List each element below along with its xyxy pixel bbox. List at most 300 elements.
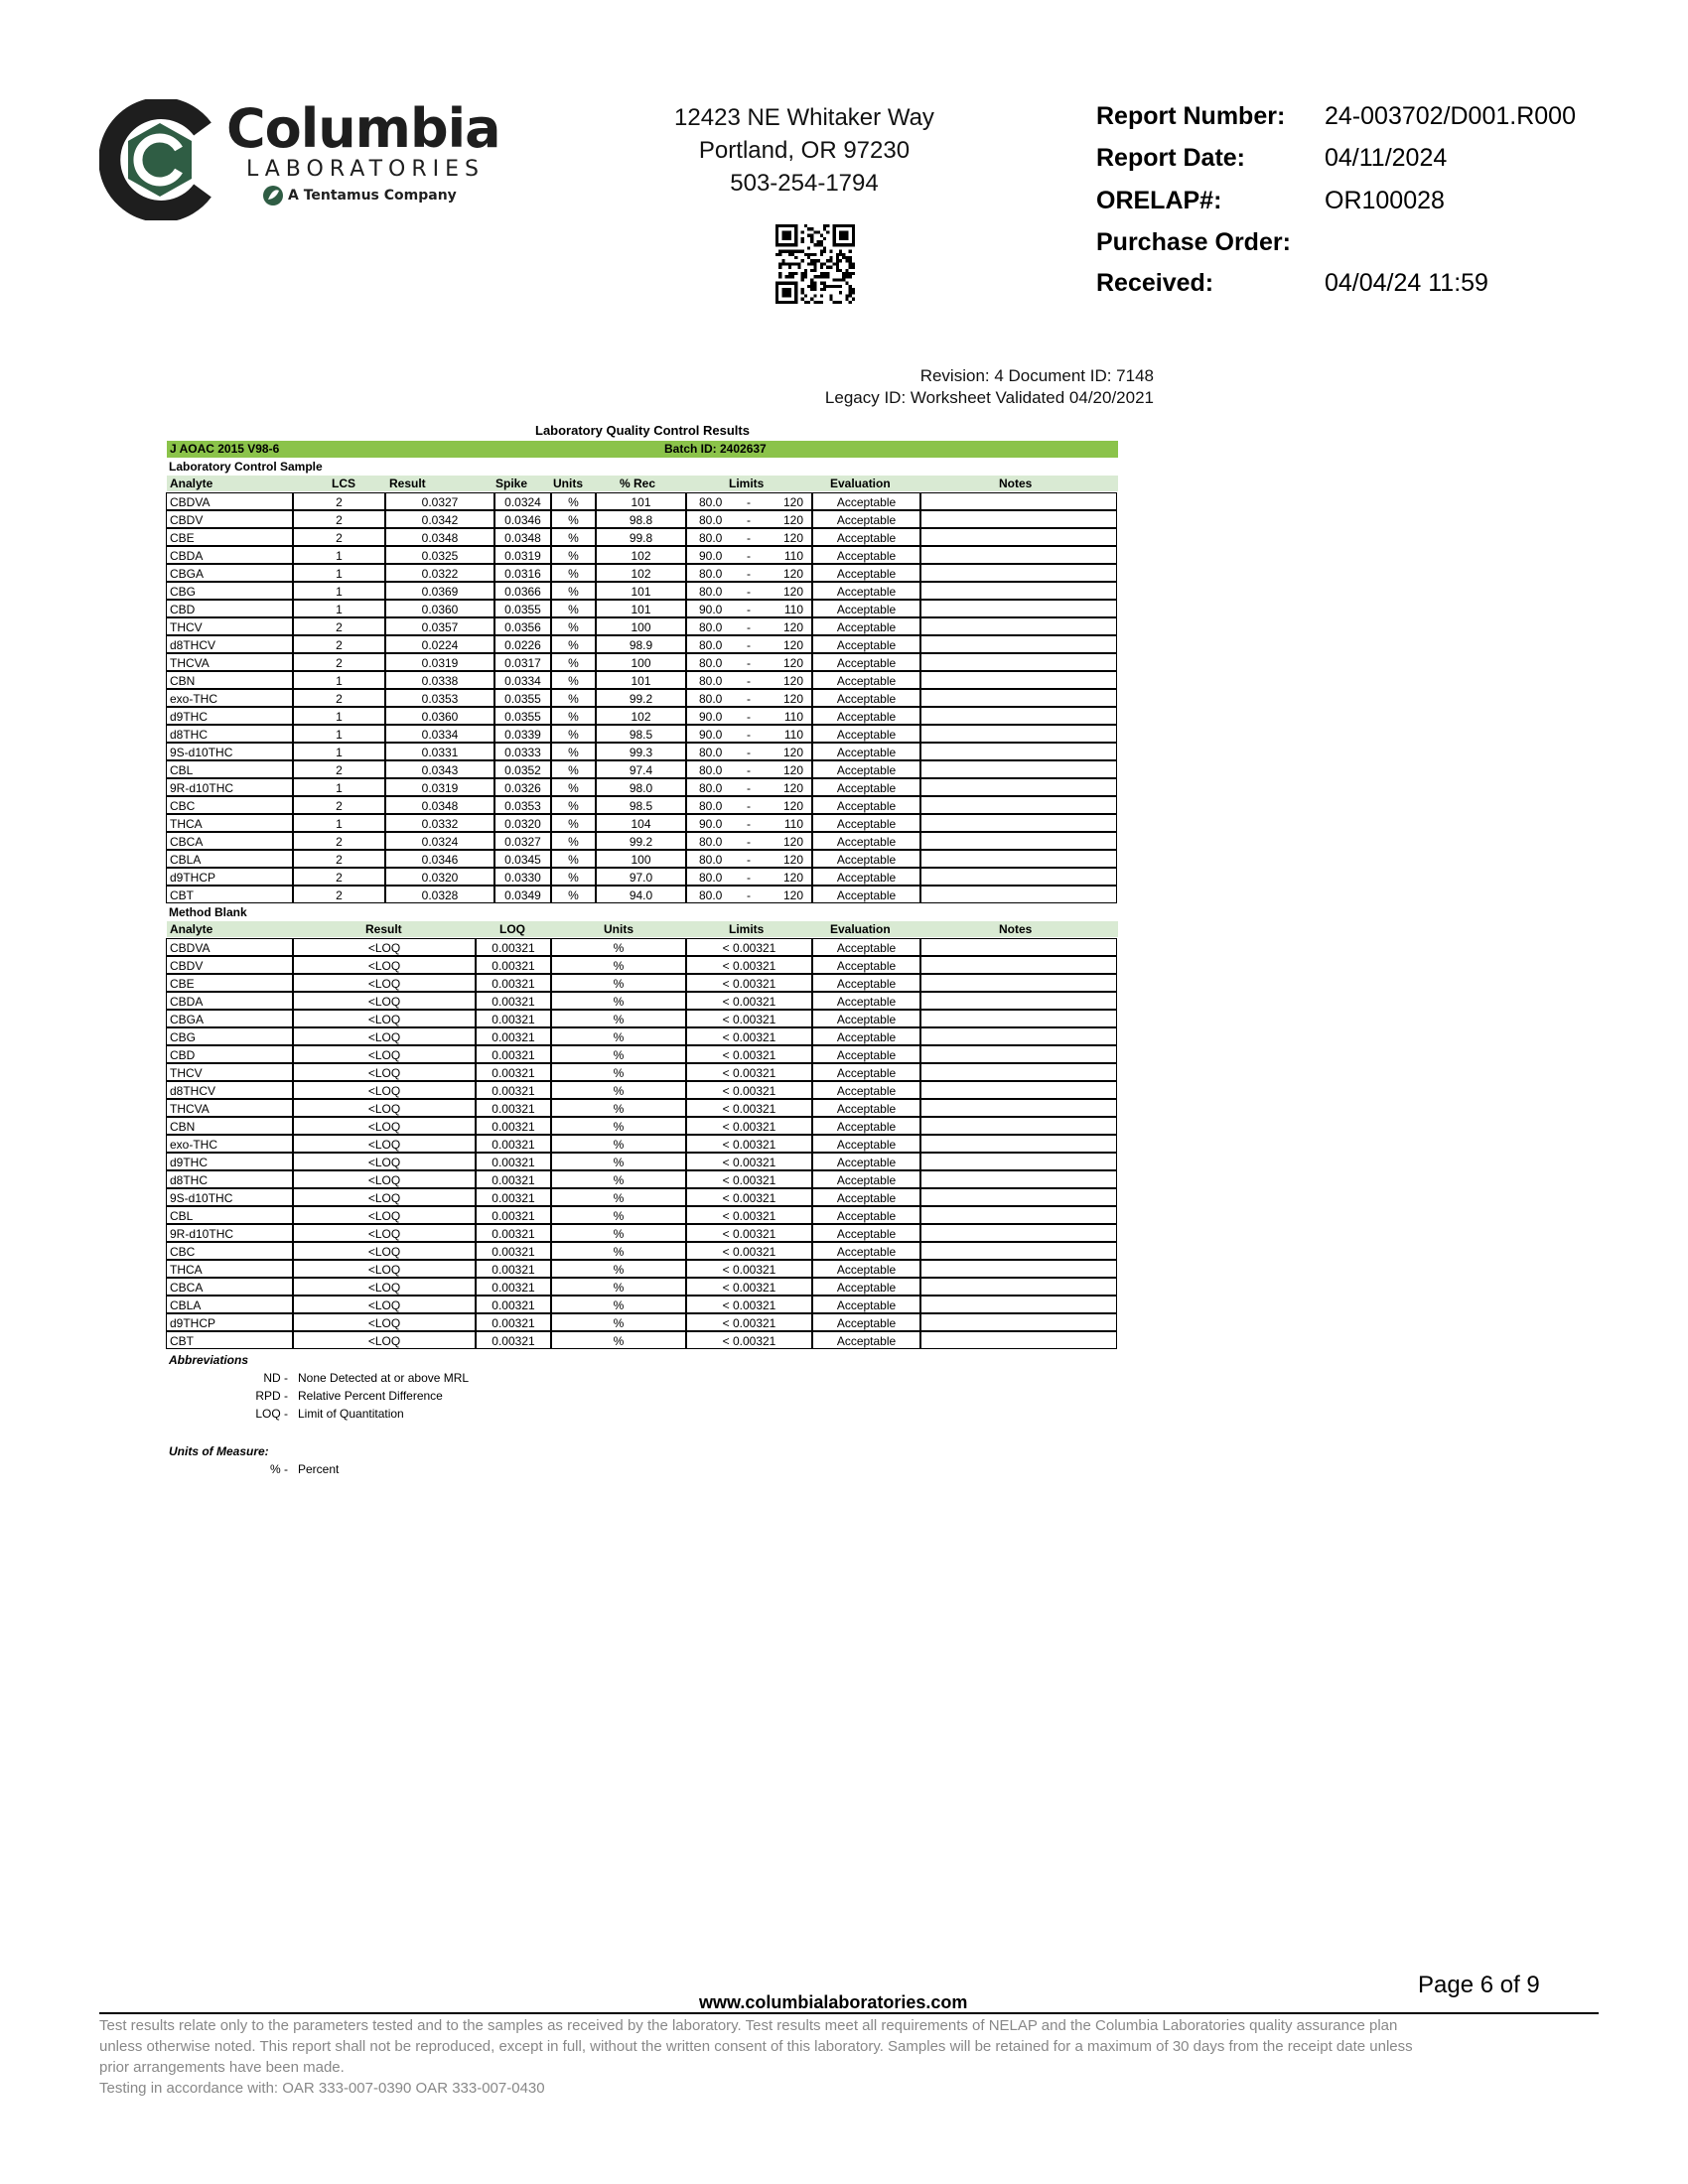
evaluation-cell: Acceptable [812,778,920,796]
analyte-cell: CBE [166,974,293,992]
evaluation-cell: Acceptable [812,564,920,582]
notes-cell [920,707,1117,725]
analyte-cell: CBDV [166,956,293,974]
notes-cell [920,510,1117,528]
limit-dash: - [747,638,751,652]
notes-cell [920,850,1117,868]
notes-cell [920,956,1117,974]
lcs-cell: 1 [293,546,385,564]
loq-cell: 0.00321 [476,938,551,956]
limit-dash: - [747,531,751,545]
limit-dash: - [747,853,751,867]
notes-cell [920,1188,1117,1206]
analyte-cell: CBDVA [166,938,293,956]
result-cell: 0.0348 [385,528,494,546]
result-cell: <LOQ [293,1188,476,1206]
result-cell: 0.0360 [385,600,494,617]
result-cell: 0.0357 [385,617,494,635]
logo-wordmark: Columbia [226,97,500,160]
limits-cell: < 0.00321 [686,1296,812,1313]
logo-subtitle: LABORATORIES [246,157,485,182]
limit-high: 110 [783,817,803,831]
limit-high: 110 [783,549,803,563]
result-cell: 0.0343 [385,760,494,778]
table-row [167,833,1118,851]
limit-low: 80.0 [699,692,723,706]
analyte-cell: d8THC [166,1170,293,1188]
limit-dash: - [747,674,751,688]
lcs-cell: 2 [293,635,385,653]
received-value: 04/04/24 11:59 [1325,269,1488,297]
analyte-cell: CBL [166,1206,293,1224]
loq-cell: 0.00321 [476,1260,551,1278]
rec-cell: 98.8 [596,510,686,528]
limit-low: 80.0 [699,585,723,599]
rec-cell: 100 [596,653,686,671]
evaluation-cell: Acceptable [812,832,920,850]
limits-cell: < 0.00321 [686,1242,812,1260]
limit-dash: - [747,746,751,759]
limit-high: 120 [782,692,803,706]
notes-cell [920,974,1117,992]
limits-cell [686,725,812,743]
table-row [167,1171,1118,1189]
limit-high: 120 [782,835,803,849]
units-cell: % [551,1188,686,1206]
limit-low: 80.0 [699,888,723,902]
limits-cell [686,492,812,510]
evaluation-cell: Acceptable [812,992,920,1010]
table-row [167,672,1118,690]
limits-cell [686,850,812,868]
spike-cell: 0.0226 [494,635,551,653]
limit-high: 120 [782,888,803,902]
limit-high: 120 [782,656,803,670]
table-row [167,1207,1118,1225]
limits-cell [686,635,812,653]
evaluation-cell: Acceptable [812,1010,920,1027]
spike-cell: 0.0319 [494,546,551,564]
limit-high: 110 [783,710,803,724]
loq-cell: 0.00321 [476,1135,551,1153]
limit-high: 120 [782,567,803,581]
spike-cell: 0.0317 [494,653,551,671]
limit-dash: - [747,835,751,849]
analyte-cell: CBD [166,600,293,617]
limit-dash: - [747,567,751,581]
spike-cell: 0.0327 [494,832,551,850]
result-cell: 0.0327 [385,492,494,510]
evaluation-cell: Acceptable [812,1170,920,1188]
result-cell: <LOQ [293,1099,476,1117]
result-cell: 0.0325 [385,546,494,564]
notes-cell [920,1153,1117,1170]
table-row [167,1332,1118,1350]
loq-cell: 0.00321 [476,1206,551,1224]
address-line: Portland, OR 97230 [698,137,911,164]
limit-dash: - [747,763,751,777]
result-cell: <LOQ [293,1224,476,1242]
table-row [167,636,1118,654]
limit-low: 80.0 [699,835,723,849]
analyte-cell: d8THC [166,725,293,743]
units-cell: % [551,992,686,1010]
rec-cell: 98.5 [596,796,686,814]
analyte-cell: CBN [166,1117,293,1135]
lcs-cell: 1 [293,778,385,796]
address-phone: 503-254-1794 [730,170,879,197]
rec-cell: 104 [596,814,686,832]
units-cell: % [551,1153,686,1170]
blank-header-result: Result [365,922,402,936]
result-cell: <LOQ [293,1278,476,1296]
limit-low: 80.0 [699,781,723,795]
limit-low: 80.0 [699,763,723,777]
evaluation-cell: Acceptable [812,546,920,564]
rec-cell: 99.8 [596,528,686,546]
limit-high: 120 [782,531,803,545]
result-cell: 0.0360 [385,707,494,725]
table-row [167,887,1118,904]
units-cell: % [551,1135,686,1153]
table-row [167,583,1118,601]
result-cell: 0.0334 [385,725,494,743]
lcs-header-result: Result [389,477,426,490]
limit-low: 90.0 [699,710,723,724]
limits-cell: < 0.00321 [686,1027,812,1045]
units-cell: % [551,1278,686,1296]
loq-cell: 0.00321 [476,1010,551,1027]
units-cell: % [551,1117,686,1135]
notes-cell [920,653,1117,671]
abbreviation-code: ND - [263,1371,288,1385]
spike-cell: 0.0366 [494,582,551,600]
lcs-cell: 1 [293,707,385,725]
result-cell: <LOQ [293,1063,476,1081]
analyte-cell: THCA [166,1260,293,1278]
evaluation-cell: Acceptable [812,528,920,546]
notes-cell [920,1135,1117,1153]
lcs-header-lcs: LCS [332,477,355,490]
notes-cell [920,992,1117,1010]
units-cell: % [551,814,596,832]
evaluation-cell: Acceptable [812,600,920,617]
analyte-cell: d9THC [166,1153,293,1170]
analyte-cell: exo-THC [166,689,293,707]
unit-code: % - [270,1462,288,1476]
limit-high: 120 [782,585,803,599]
evaluation-cell: Acceptable [812,1331,920,1349]
units-cell: % [551,1081,686,1099]
units-cell: % [551,492,596,510]
result-cell: 0.0332 [385,814,494,832]
units-cell: % [551,743,596,760]
logo-tagline: A Tentamus Company [288,188,457,204]
units-cell: % [551,653,596,671]
result-cell: <LOQ [293,938,476,956]
notes-cell [920,1117,1117,1135]
units-cell: % [551,1027,686,1045]
evaluation-cell: Acceptable [812,743,920,760]
limit-high: 120 [782,763,803,777]
evaluation-cell: Acceptable [812,1224,920,1242]
table-row [167,993,1118,1011]
limits-cell: < 0.00321 [686,974,812,992]
limit-high: 120 [782,513,803,527]
qr-code-icon [775,224,855,304]
limit-low: 80.0 [699,567,723,581]
blank-header-loq: LOQ [499,922,525,936]
limit-low: 80.0 [699,799,723,813]
table-row [167,529,1118,547]
analyte-cell: exo-THC [166,1135,293,1153]
spike-cell: 0.0320 [494,814,551,832]
footer-divider [99,2012,1599,2014]
evaluation-cell: Acceptable [812,1313,920,1331]
abbreviations-title: Abbreviations [169,1353,249,1367]
orelap-value: OR100028 [1325,187,1445,214]
lcs-cell: 2 [293,796,385,814]
lcs-cell: 2 [293,510,385,528]
units-cell: % [551,1242,686,1260]
blank-header-units: Units [604,922,633,936]
table-row [167,708,1118,726]
result-cell: 0.0322 [385,564,494,582]
result-cell: 0.0319 [385,653,494,671]
lcs-section-title: Laboratory Control Sample [169,460,323,474]
limit-low: 80.0 [699,746,723,759]
limits-cell [686,689,812,707]
result-cell: 0.0328 [385,886,494,903]
limit-high: 120 [782,638,803,652]
blank-header-limits: Limits [729,922,765,936]
limits-cell [686,546,812,564]
method-bar [167,441,1118,458]
analyte-cell: CBD [166,1045,293,1063]
spike-cell: 0.0348 [494,528,551,546]
analyte-cell: CBDA [166,992,293,1010]
loq-cell: 0.00321 [476,1331,551,1349]
evaluation-cell: Acceptable [812,1045,920,1063]
table-row [167,726,1118,744]
limits-cell [686,832,812,850]
units-cell: % [551,689,596,707]
loq-cell: 0.00321 [476,1224,551,1242]
evaluation-cell: Acceptable [812,510,920,528]
units-cell: % [551,1206,686,1224]
loq-cell: 0.00321 [476,974,551,992]
abbreviation-desc: Relative Percent Difference [298,1389,443,1403]
analyte-cell: CBT [166,886,293,903]
result-cell: <LOQ [293,1045,476,1063]
table-row [167,1261,1118,1279]
spike-cell: 0.0334 [494,671,551,689]
limits-cell [686,886,812,903]
evaluation-cell: Acceptable [812,850,920,868]
limits-cell [686,814,812,832]
limit-high: 120 [782,674,803,688]
table-row [167,1028,1118,1046]
spike-cell: 0.0349 [494,886,551,903]
evaluation-cell: Acceptable [812,492,920,510]
result-cell: 0.0346 [385,850,494,868]
lcs-cell: 2 [293,492,385,510]
analyte-cell: CBLA [166,1296,293,1313]
units-cell: % [551,546,596,564]
loq-cell: 0.00321 [476,1313,551,1331]
table-row [167,1100,1118,1118]
table-row [167,601,1118,618]
analyte-cell: CBDV [166,510,293,528]
evaluation-cell: Acceptable [812,1296,920,1313]
abbreviation-code: RPD - [255,1389,288,1403]
analyte-cell: 9S-d10THC [166,743,293,760]
rec-cell: 101 [596,582,686,600]
spike-cell: 0.0346 [494,510,551,528]
limit-high: 120 [782,853,803,867]
rec-cell: 100 [596,850,686,868]
notes-cell [920,1313,1117,1331]
evaluation-cell: Acceptable [812,1206,920,1224]
revision-line: Revision: 4 Document ID: 7148 [919,366,1154,385]
lcs-cell: 1 [293,814,385,832]
result-cell: 0.0319 [385,778,494,796]
limits-cell: < 0.00321 [686,1278,812,1296]
evaluation-cell: Acceptable [812,1027,920,1045]
limits-cell: < 0.00321 [686,1313,812,1331]
notes-cell [920,868,1117,886]
loq-cell: 0.00321 [476,1027,551,1045]
limit-low: 80.0 [699,853,723,867]
limit-high: 120 [782,871,803,885]
report-date-value: 04/11/2024 [1325,144,1448,172]
table-row [167,1011,1118,1028]
purchase-order-label: Purchase Order: [1096,228,1291,256]
units-cell: % [551,564,596,582]
evaluation-cell: Acceptable [812,1063,920,1081]
notes-cell [920,743,1117,760]
evaluation-cell: Acceptable [812,1188,920,1206]
limits-cell: < 0.00321 [686,1045,812,1063]
evaluation-cell: Acceptable [812,617,920,635]
limit-dash: - [747,871,751,885]
revision-info [735,365,1154,409]
blank-header-analyte: Analyte [170,922,213,936]
analyte-cell: CBC [166,1242,293,1260]
result-cell: <LOQ [293,1242,476,1260]
rec-cell: 101 [596,492,686,510]
spike-cell: 0.0355 [494,689,551,707]
limits-cell: < 0.00321 [686,1063,812,1081]
limits-cell: < 0.00321 [686,1153,812,1170]
analyte-cell: THCVA [166,653,293,671]
lcs-cell: 2 [293,653,385,671]
method-name: J AOAC 2015 V98-6 [170,442,280,456]
disclaimer-line: unless otherwise noted. This report shall not be reproduced, except in full, without the written consent of this laboratory. Samples will be retained for a maximum of 30 days from the receipt date unless [99,2038,1413,2055]
notes-cell [920,1170,1117,1188]
lcs-header-spike: Spike [495,477,528,490]
result-cell: 0.0324 [385,832,494,850]
rec-cell: 102 [596,564,686,582]
rec-cell: 97.4 [596,760,686,778]
limits-cell: < 0.00321 [686,1010,812,1027]
notes-cell [920,832,1117,850]
evaluation-cell: Acceptable [812,868,920,886]
rec-cell: 99.3 [596,743,686,760]
result-cell: <LOQ [293,1206,476,1224]
evaluation-cell: Acceptable [812,974,920,992]
result-cell: <LOQ [293,1313,476,1331]
limit-high: 120 [782,781,803,795]
lcs-cell: 2 [293,689,385,707]
spike-cell: 0.0352 [494,760,551,778]
units-cell: % [551,778,596,796]
analyte-cell: CBC [166,796,293,814]
units-cell: % [551,582,596,600]
loq-cell: 0.00321 [476,992,551,1010]
limits-cell [686,582,812,600]
lcs-cell: 2 [293,886,385,903]
evaluation-cell: Acceptable [812,814,920,832]
blank-section-title: Method Blank [169,905,247,919]
spike-cell: 0.0333 [494,743,551,760]
rec-cell: 102 [596,546,686,564]
limits-cell: < 0.00321 [686,1135,812,1153]
table-row [167,1118,1118,1136]
loq-cell: 0.00321 [476,1170,551,1188]
notes-cell [920,600,1117,617]
notes-cell [920,886,1117,903]
analyte-cell: CBCA [166,1278,293,1296]
units-cell: % [551,1313,686,1331]
limit-dash: - [747,817,751,831]
notes-cell [920,582,1117,600]
result-cell: 0.0369 [385,582,494,600]
rec-cell: 94.0 [596,886,686,903]
abbreviation-desc: None Detected at or above MRL [298,1371,470,1385]
evaluation-cell: Acceptable [812,1260,920,1278]
notes-cell [920,1063,1117,1081]
legacy-id-line: Legacy ID: Worksheet Validated 04/20/2021 [824,388,1154,407]
table-row [167,654,1118,672]
website-link[interactable]: www.columbialaboratories.com [699,1992,968,2012]
analyte-cell: CBG [166,582,293,600]
table-row [167,975,1118,993]
evaluation-cell: Acceptable [812,671,920,689]
spike-cell: 0.0355 [494,707,551,725]
lcs-cell: 2 [293,760,385,778]
notes-cell [920,635,1117,653]
notes-cell [920,1260,1117,1278]
limits-cell: < 0.00321 [686,956,812,974]
limit-low: 90.0 [699,549,723,563]
result-cell: <LOQ [293,1170,476,1188]
units-cell: % [551,528,596,546]
analyte-cell: THCV [166,617,293,635]
table-row [167,851,1118,869]
limits-cell [686,564,812,582]
columbia-c-logo-icon [99,99,220,220]
notes-cell [920,492,1117,510]
spike-cell: 0.0345 [494,850,551,868]
notes-cell [920,796,1117,814]
notes-cell [920,1081,1117,1099]
limits-cell: < 0.00321 [686,1117,812,1135]
lcs-cell: 1 [293,725,385,743]
notes-cell [920,671,1117,689]
result-cell: <LOQ [293,1260,476,1278]
loq-cell: 0.00321 [476,1278,551,1296]
